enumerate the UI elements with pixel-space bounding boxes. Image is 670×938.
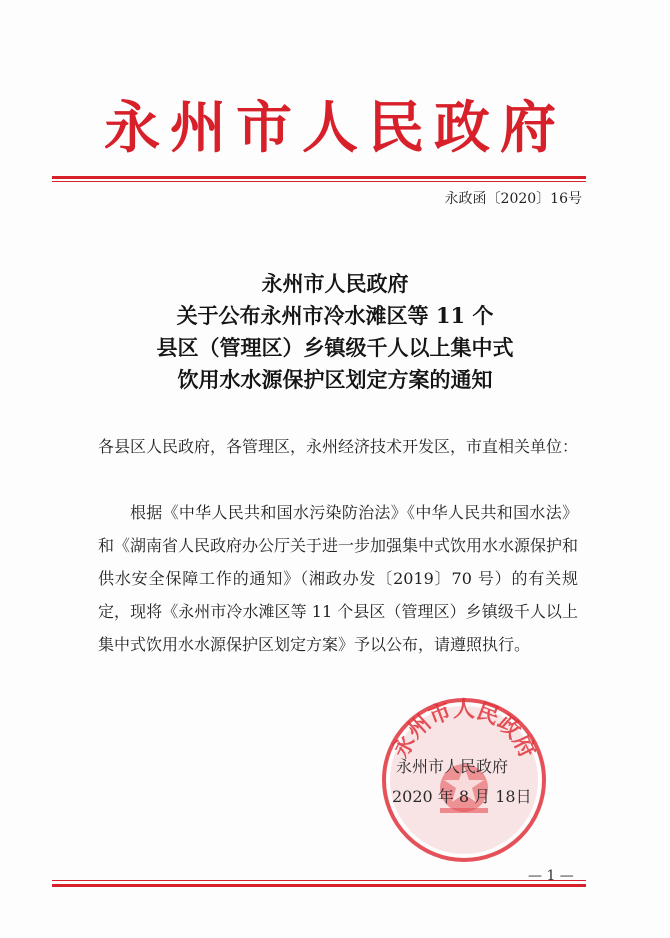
signature-organization: 永州市人民政府: [396, 757, 509, 776]
header-red-rule-thick: [52, 176, 586, 179]
body-paragraph: 根据《中华人民共和国水污染防治法》《中华人民共和国水法》和《湖南省人民政府办公厅关于进一步加强集中式饮用水水源保护和供水安全保障工作的通知》（湘政办发〔2019〕70 号）的有关规定，现将《永州市冷水滩区等 11 个县区（管理区）乡镇级千人以上集中式饮用水水源保护区划定方案》予以公布，请遵照执行。: [98, 503, 579, 654]
issuing-authority-header: 永州市人民政府: [104, 95, 566, 161]
title-line: 关于公布永州市冷水滩区等 11 个: [176, 303, 494, 328]
title-line: 饮用水水源保护区划定方案的通知: [177, 367, 493, 392]
addressee: 各县区人民政府，各管理区，永州经济技术开发区，市直相关单位：: [98, 437, 579, 456]
signature-date: 2020 年 8 月 18日: [392, 787, 532, 806]
title-line: 县区（管理区）乡镇级千人以上集中式: [156, 335, 514, 360]
official-seal: [380, 696, 548, 864]
footer-red-rule-thin: [52, 880, 586, 881]
document-title: [0, 268, 670, 396]
document-number: 永政函〔2020〕16号: [444, 191, 582, 207]
title-line: 永州市人民政府: [261, 271, 409, 296]
header-red-rule-thin: [52, 181, 586, 182]
seal-text: 永州市人民政府: [387, 696, 541, 763]
page-number: — 1 —: [528, 868, 574, 884]
footer-red-rule-thick: [52, 884, 586, 887]
